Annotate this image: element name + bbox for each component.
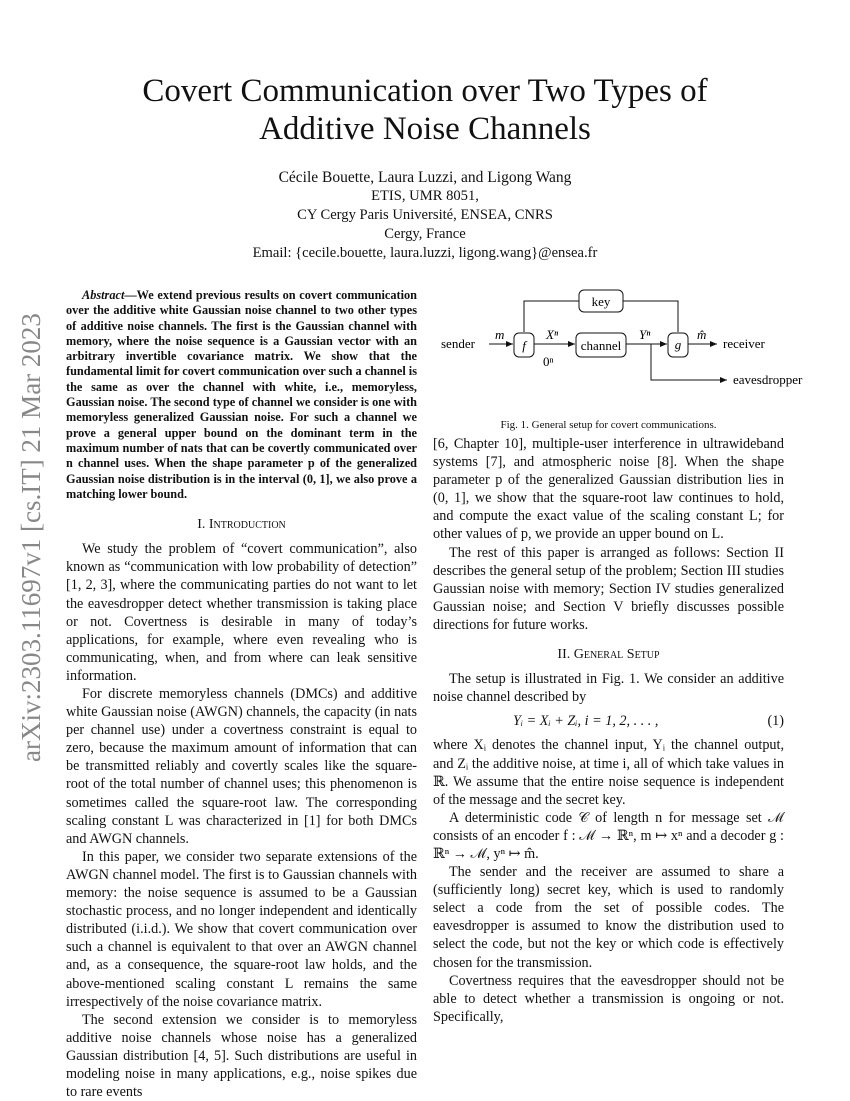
mhat-label: m̂ (697, 327, 707, 342)
section-title: Introduction (208, 517, 286, 533)
yn-label: Yⁿ (639, 327, 651, 342)
xn-label: Xⁿ (546, 327, 559, 342)
receiver-label: receiver (723, 336, 765, 351)
intro-paragraph-2: For discrete memoryless channels (DMCs) and additive white Gaussian noise (AWGN) channels, the capacity (in nats per channel use) under a covertness constraint is equal to zero, because the maximum amount of information that can be transmitted reliably and covertly scales like the square-root of the total number of channel uses; this phenomenon is sometimes called the square-root law. The corresponding scaling constant L was characterized in [1] for both DMCs and AWGN channels. (66, 686, 417, 847)
f-label: f (522, 338, 526, 353)
email-line: Email: {cecile.bouette, laura.luzzi, ligong.wang}@ensea.fr (252, 245, 598, 261)
intro-paragraph-1: We study the problem of “covert communication”, also known as “communication with low probability of detection” [1, 2, 3], where the communicating parties do not want to let the eavesdropper detect whether transmission is taking place or not. Covertness is desirable in many of today’s applications, for example, where even revealing who is communicating, when, and from where can leak sensitive information. (66, 541, 417, 684)
equation-1 (433, 712, 784, 730)
affiliation-3: Cergy, France (384, 226, 466, 242)
setup-paragraph-3: A deterministic code 𝒞 of length n for message set ℳ consists of an encoder f : ℳ → ℝⁿ, m ↦ xⁿ and a decoder g : ℝⁿ → ℳ, yⁿ ↦ m̂. (433, 809, 784, 862)
eavesdropper-line (651, 344, 727, 380)
section-number: II. (557, 647, 571, 663)
author-block (95, 168, 755, 263)
eavesdropper-label: eavesdropper (733, 372, 803, 387)
intro-paragraph-4: The second extension we consider is to memoryless additive noise channels whose noise has a generalized Gaussian distribution [4, 5]. Such distributions are useful in modeling noise in many applications, e.g., noise spikes due to rare events (66, 1011, 417, 1101)
m-label: m (495, 327, 505, 342)
equation-1-number: (1) (767, 713, 784, 730)
setup-paragraph-2: where Xᵢ denotes the channel input, Yᵢ the channel output, and Zᵢ the additive noise, at time i, all of which take values in ℝ. We assume that the entire noise sequence is independent of the message and the secret key. (433, 737, 784, 808)
abstract-label: Abstract (82, 288, 125, 302)
affiliation-2: CY Cergy Paris Université, ENSEA, CNRS (297, 207, 553, 223)
intro-paragraph-3: In this paper, we consider two separate extensions of the AWGN channel model. The first is to Gaussian channels with memory: the noise sequence is assumed to be a Gaussian stochastic process, and no longer independent and identically distributed (i.i.d.). We show that covert communication over such a channel is equivalent to that over an AWGN channel and, as a consequence, the square-root law holds, and the above-mentioned scaling constant L remains the same irrespectively of the noise covariance matrix. (66, 848, 417, 1010)
g-label: g (674, 337, 682, 352)
key-label: key (591, 294, 611, 309)
abstract-body: —We extend previous results on covert communication over the additive white Gaussian noise channel to two other types of additive noise channels. The first is the Gaussian channel with memory, where the noise sequence is a Gaussian vector with an arbitrary invertible covariance matrix. We show that the fundamental limit for covert communication over such a channel is the same as over the channel with white, i.e., memoryless, Gaussian noise. The second type of channel we consider is one with memoryless generalized Gaussian noise. For such a channel we prove a general upper bound on the dominant term in the maximum number of nats that can be covertly communicated over n channel uses. When the shape parameter p of the generalized Gaussian noise distribution is in the interval (0, 1], we also prove a matching lower bound. (66, 288, 418, 501)
paper-title (95, 72, 755, 148)
right-column (433, 435, 784, 1026)
author-names: Cécile Bouette, Laura Luzzi, and Ligong Wang (278, 169, 572, 186)
left-column (66, 288, 417, 1101)
setup-paragraph-4: The sender and the receiver are assumed to share a (sufficiently long) secret key, which is used to randomly select a code from the set of possible codes. The eavesdropper is assumed to know the distribution used to select the code, but not the key or which code is effectively chosen for the transmission. (433, 864, 784, 971)
sender-label: sender (441, 336, 475, 351)
arxiv-stamp-text: arXiv:2303.11697v1 [cs.IT] 21 Mar 2023 (16, 313, 46, 762)
figure-1-diagram (433, 286, 803, 436)
setup-paragraph-1: The setup is illustrated in Fig. 1. We consider an additive noise channel described by (433, 671, 784, 706)
section-number: I. (197, 517, 206, 533)
key-line-right (623, 301, 678, 332)
abstract (66, 288, 417, 502)
figure-1-caption: Fig. 1. General setup for covert communications. (500, 419, 717, 431)
right-paragraph-1: [6, Chapter 10], multiple-user interference in ultrawideband systems [7], and atmospheric noise [8]. When the shape parameter p of the generalized Gaussian distribution lies in (0, 1], we show that the square-root law continues to hold, and compute the exact value of the scaling constant L; for other values of p, we provide an upper bound on L. (433, 436, 784, 543)
arxiv-stamp (4, 250, 52, 770)
section-title: General Setup (573, 647, 660, 663)
section-heading-setup (433, 646, 784, 664)
equation-1-body: Yᵢ = Xᵢ + Zᵢ, i = 1, 2, . . . , (513, 713, 659, 730)
affiliation-1: ETIS, UMR 8051, (371, 188, 479, 204)
channel-label: channel (580, 338, 622, 353)
right-paragraph-2: The rest of this paper is arranged as follows: Section II describes the general setup of the problem; Section III studies Gaussian noise with memory; Section IV studies generalized Gaussian noise; and Section V briefly discusses possible directions for future works. (433, 544, 784, 633)
title-line-1: Covert Communication over Two Types of (142, 73, 708, 109)
section-heading-intro (66, 516, 417, 534)
title-line-2: Additive Noise Channels (259, 111, 591, 147)
setup-paragraph-5: Covertness requires that the eavesdropper should not be able to detect whether a transmission is ongoing or not. Specifically, (433, 972, 784, 1025)
zero-n-label: 0ⁿ (543, 354, 554, 369)
